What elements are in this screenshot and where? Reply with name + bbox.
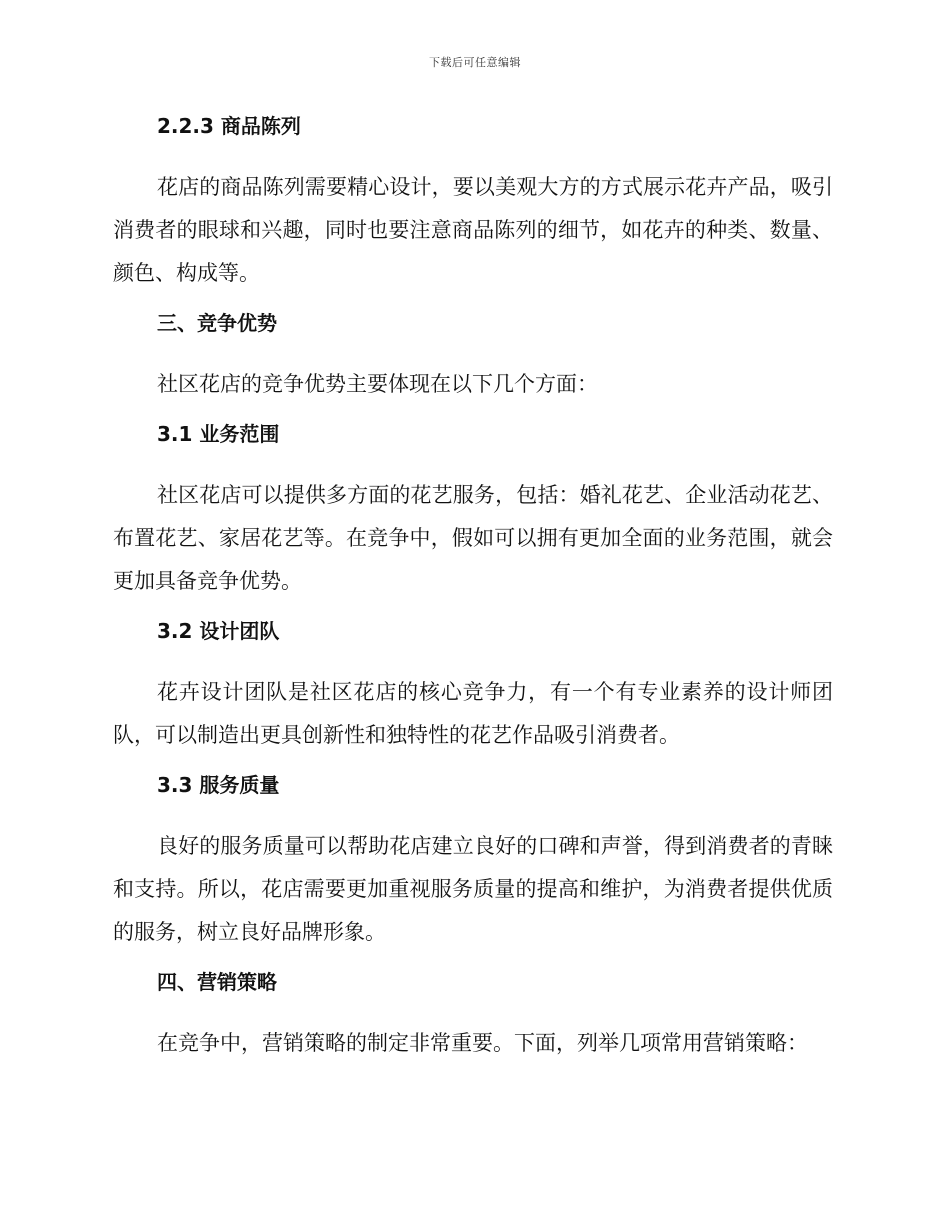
- section-heading-3-3: 3.3 服务质量: [157, 773, 280, 797]
- page-header: 下载后可任意编辑: [429, 56, 521, 69]
- paragraph-marketing-intro: 在竞争中，营销策略的制定非常重要。下面，列举几项常用营销策略：: [157, 1031, 808, 1055]
- section-heading-2-2-3: 2.2.3 商品陈列: [157, 114, 301, 138]
- paragraph-product-display: 花店的商品陈列需要精心设计，要以美观大方的方式展示花卉产品，吸引消费者的眼球和兴趣，同时也要注意商品陈列的细节，如花卉的种类、数量、颜色、构成等。: [113, 175, 833, 285]
- paragraph-business-scope: 社区花店可以提供多方面的花艺服务，包括：婚礼花艺、企业活动花艺、布置花艺、家居花艺等。在竞争中，假如可以拥有更加全面的业务范围，就会更加具备竞争优势。: [113, 483, 833, 593]
- section-heading-competitive-advantage: 三、竞争优势: [157, 311, 277, 335]
- section-heading-3-1: 3.1 业务范围: [157, 422, 280, 446]
- paragraph-service-quality: 良好的服务质量可以帮助花店建立良好的口碑和声誉，得到消费者的青睐和支持。所以，花店需要更加重视服务质量的提高和维护，为消费者提供优质的服务，树立良好品牌形象。: [113, 834, 833, 944]
- paragraph-design-team: 花卉设计团队是社区花店的核心竞争力，有一个有专业素养的设计师团队，可以制造出更具创新性和独特性的花艺作品吸引消费者。: [113, 680, 833, 747]
- section-heading-3-2: 3.2 设计团队: [157, 619, 280, 643]
- document-body: [113, 110, 833, 1077]
- section-heading-marketing-strategy: 四、营销策略: [157, 970, 277, 994]
- paragraph-advantage-intro: 社区花店的竞争优势主要体现在以下几个方面：: [157, 372, 598, 396]
